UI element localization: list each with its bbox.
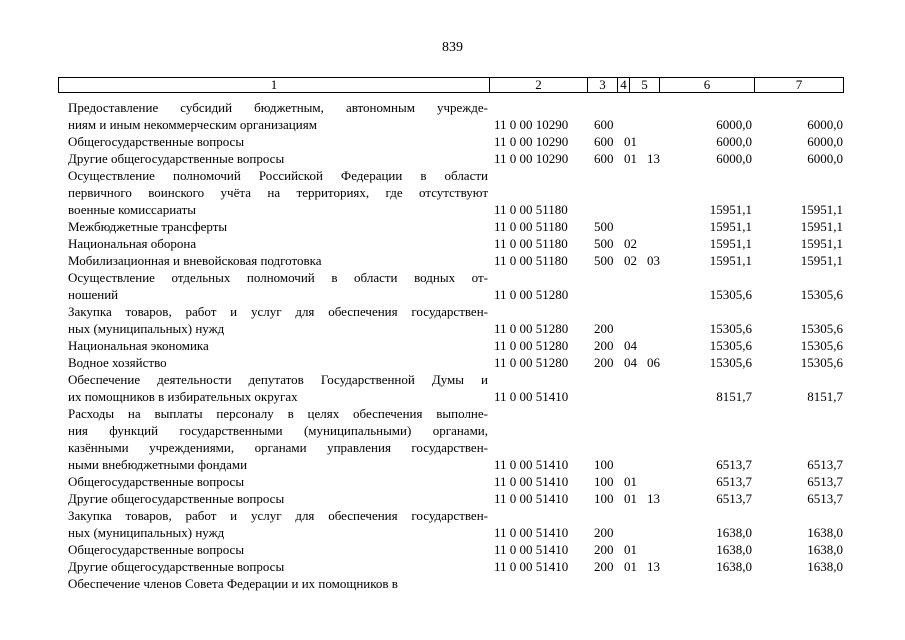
row-value-col7: 8151,7 [807,389,843,404]
row-subsection: 13 [647,151,660,166]
row-value-col7: 6000,0 [807,134,843,149]
row-expense-type: 100 [594,491,614,506]
row-value-col7: 15951,1 [800,219,843,234]
row-name [68,473,488,490]
table-row [0,405,905,473]
table-row [0,558,905,575]
table-row [0,150,905,167]
row-subsection: 06 [647,355,660,370]
row-name [68,507,488,541]
table-header [58,77,844,93]
row-code: 11 0 00 51410 [494,389,569,404]
row-value-col6: 8151,7 [716,389,752,404]
row-value-col7: 15305,6 [800,287,843,302]
row-name-line: ных (муниципальных) нужд [68,321,225,336]
header-col-6: 6 [659,78,754,92]
row-value-col6: 15951,1 [709,219,752,234]
table-row [0,303,905,337]
row-expense-type: 600 [594,134,614,149]
row-name [68,558,488,575]
row-section: 04 [624,338,637,353]
row-name-line: Предоставление субсидий бюджетным, автономным учрежде- [68,100,488,115]
table-row [0,541,905,558]
row-name-line: ниям и иным некоммерческим организациям [68,117,317,132]
row-subsection: 03 [647,253,660,268]
header-col-4: 4 [617,78,629,92]
row-value-col7: 15305,6 [800,338,843,353]
header-col-5: 5 [629,78,659,92]
row-value-col6: 1638,0 [716,525,752,540]
row-value-col7: 6513,7 [807,474,843,489]
row-code: 11 0 00 51410 [494,491,569,506]
table-row [0,133,905,150]
row-name [68,303,488,337]
row-section: 02 [624,253,637,268]
row-name [68,167,488,218]
table-row [0,252,905,269]
row-value-col6: 1638,0 [716,559,752,574]
row-value-col6: 15305,6 [709,355,752,370]
row-name [68,235,488,252]
row-name-line: Национальная оборона [68,236,197,251]
row-name-line: ния функций государственными (муниципальными) органами, [68,423,488,438]
table-row [0,99,905,133]
row-name [68,252,488,269]
row-value-col6: 15951,1 [709,202,752,217]
table-row [0,490,905,507]
row-subsection: 13 [647,559,660,574]
row-name-line: Общегосударственные вопросы [68,134,245,149]
row-name [68,354,488,371]
table-row [0,269,905,303]
row-section: 02 [624,236,637,251]
row-expense-type: 100 [594,457,614,472]
row-name [68,269,488,303]
row-value-col6: 6513,7 [716,457,752,472]
row-value-col7: 15951,1 [800,236,843,251]
header-col-3: 3 [587,78,617,92]
row-name [68,99,488,133]
row-value-col6: 6513,7 [716,491,752,506]
row-name-line: Межбюджетные трансферты [68,219,228,234]
header-col-2: 2 [489,78,587,92]
row-value-col6: 6513,7 [716,474,752,489]
row-code: 11 0 00 51180 [494,253,568,268]
row-code: 11 0 00 51280 [494,287,569,302]
row-value-col7: 1638,0 [807,525,843,540]
table-row [0,371,905,405]
row-name-line: Водное хозяйство [68,355,167,370]
row-code: 11 0 00 51180 [494,236,568,251]
row-expense-type: 200 [594,525,614,540]
row-value-col7: 1638,0 [807,542,843,557]
table-row [0,354,905,371]
row-value-col7: 6000,0 [807,151,843,166]
row-code: 11 0 00 51280 [494,355,569,370]
row-value-col7: 15305,6 [800,321,843,336]
row-name [68,490,488,507]
row-code: 11 0 00 10290 [494,117,569,132]
row-value-col7: 15951,1 [800,202,843,217]
row-value-col7: 15951,1 [800,253,843,268]
row-name [68,337,488,354]
row-name-line: Мобилизационная и вневойсковая подготовка [68,253,322,268]
row-expense-type: 200 [594,321,614,336]
row-name-line: Закупка товаров, работ и услуг для обеспечения государствен- [68,508,488,523]
row-name-line: ных (муниципальных) нужд [68,525,225,540]
row-value-col7: 1638,0 [807,559,843,574]
row-value-col6: 6000,0 [716,134,752,149]
row-value-col6: 15305,6 [709,287,752,302]
row-expense-type: 500 [594,253,614,268]
row-name-line: Другие общегосударственные вопросы [68,491,285,506]
row-name-line: Другие общегосударственные вопросы [68,151,285,166]
row-expense-type: 200 [594,355,614,370]
row-name-line: Обеспечение членов Совета Федерации и их помощников в [68,576,398,591]
table-row [0,507,905,541]
row-code: 11 0 00 51410 [494,525,569,540]
row-value-col6: 6000,0 [716,117,752,132]
row-name [68,541,488,558]
row-expense-type: 500 [594,219,614,234]
row-code: 11 0 00 51280 [494,338,569,353]
row-name-line: военные комиссариаты [68,202,197,217]
row-value-col7: 6000,0 [807,117,843,132]
row-section: 01 [624,151,637,166]
row-name-line: Общегосударственные вопросы [68,542,245,557]
row-name-line: ными внебюджетными фондами [68,457,248,472]
row-name [68,575,488,592]
row-code: 11 0 00 51280 [494,321,569,336]
table-row [0,473,905,490]
row-section: 01 [624,559,637,574]
row-code: 11 0 00 51410 [494,559,569,574]
row-section: 04 [624,355,637,370]
table-row [0,575,905,592]
row-section: 01 [624,542,637,557]
row-name-line: казёнными учреждениями, органами управления государствен- [68,440,488,455]
table-row [0,337,905,354]
row-value-col7: 6513,7 [807,491,843,506]
row-name-line: Закупка товаров, работ и услуг для обеспечения государствен- [68,304,488,319]
header-col-1: 1 [270,77,278,92]
row-name-line: первичного воинского учёта на территориях, где отсутствуют [68,185,488,200]
table-row [0,218,905,235]
row-section: 01 [624,474,637,489]
row-name-line: Осуществление полномочий Российской Федерации в области [68,168,488,183]
row-code: 11 0 00 51410 [494,457,569,472]
row-subsection: 13 [647,491,660,506]
row-code: 11 0 00 51410 [494,474,569,489]
row-name [68,371,488,405]
row-name [68,150,488,167]
row-value-col6: 15305,6 [709,338,752,353]
row-name-line: их помощников в избирательных округах [68,389,298,404]
header-col-7: 7 [754,78,843,92]
row-value-col6: 15951,1 [709,236,752,251]
row-name [68,133,488,150]
row-name [68,405,488,473]
row-name-line: Осуществление отдельных полномочий в области водных от- [68,270,488,285]
page-number: 839 [442,40,463,55]
row-name-line: ношений [68,287,119,302]
row-value-col7: 15305,6 [800,355,843,370]
row-value-col7: 6513,7 [807,457,843,472]
row-name-line: Национальная экономика [68,338,209,353]
row-name [68,218,488,235]
row-value-col6: 15951,1 [709,253,752,268]
row-name-line: Расходы на выплаты персоналу в целях обеспечения выполне- [68,406,488,421]
row-expense-type: 200 [594,559,614,574]
row-code: 11 0 00 10290 [494,134,569,149]
table-row [0,167,905,218]
row-expense-type: 100 [594,474,614,489]
row-name-line: Общегосударственные вопросы [68,474,245,489]
row-code: 11 0 00 51180 [494,219,568,234]
row-expense-type: 200 [594,338,614,353]
row-value-col6: 15305,6 [709,321,752,336]
row-code: 11 0 00 51410 [494,542,569,557]
row-expense-type: 200 [594,542,614,557]
row-section: 01 [624,134,637,149]
row-name-line: Обеспечение деятельности депутатов Государственной Думы и [68,372,488,387]
row-section: 01 [624,491,637,506]
row-expense-type: 500 [594,236,614,251]
row-code: 11 0 00 51180 [494,202,568,217]
row-value-col6: 1638,0 [716,542,752,557]
row-value-col6: 6000,0 [716,151,752,166]
row-name-line: Другие общегосударственные вопросы [68,559,285,574]
row-expense-type: 600 [594,151,614,166]
row-expense-type: 600 [594,117,614,132]
row-code: 11 0 00 10290 [494,151,569,166]
table-row [0,235,905,252]
